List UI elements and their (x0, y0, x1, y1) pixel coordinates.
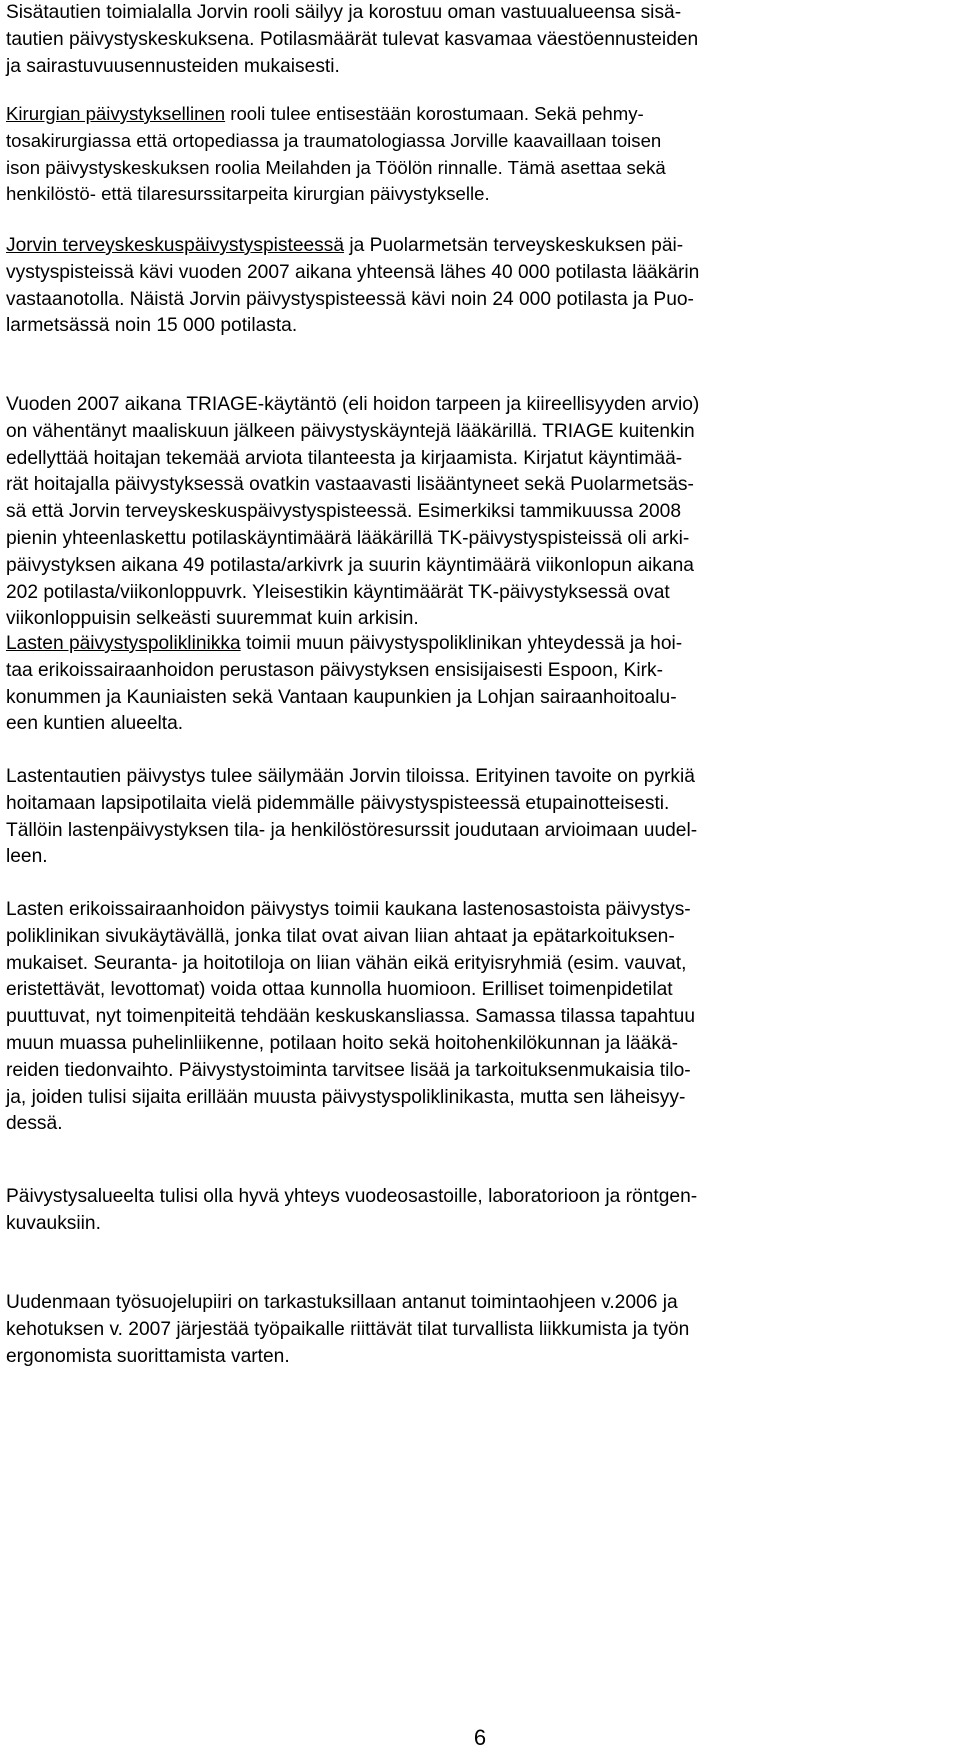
text-run: Lastentautien päivystys tulee säilymään Jorvin tiloissa. Erityinen tavoite on pyrkiä (6, 766, 695, 787)
text-line (6, 791, 697, 818)
text-run: pienin yhteenlaskettu potilaskäyntimäärä lääkärillä TK-päivystyspisteissä oli arki- (6, 527, 690, 549)
text-run: Päivystysalueelta tulisi olla hyvä yhteys vuodeosastoille, laboratorioon ja röntgen- (6, 1186, 698, 1207)
text-line (6, 1058, 695, 1085)
page-number: 6 (473, 1725, 487, 1750)
text-line (6, 472, 699, 499)
text-run: reiden tiedonvaihto. Päivystystoiminta tarvitsee lisää ja tarkoituksenmukaisia tilo- (6, 1059, 691, 1081)
paragraph (6, 233, 699, 340)
text-run: päivystyksen aikana 49 potilasta/arkivrk ja suurin käyntimäärä viikonlopun aikana (6, 554, 694, 576)
text-line (6, 711, 682, 738)
text-run: ja, joiden tulisi sijaita erillään muusta päivystyspoliklinikasta, mutta sen läheisyy- (6, 1086, 686, 1108)
text-line (6, 313, 699, 340)
text-run: taa erikoissairaanhoidon perustason päivystyksen ensisijaisesti Espoon, Kirk- (6, 659, 663, 681)
text-run: leen. (6, 846, 48, 868)
text-line (6, 1004, 695, 1031)
paragraph (6, 101, 666, 208)
text-run: ja sairastuvuusennusteiden mukaisesti. (6, 55, 340, 77)
text-line (6, 1317, 689, 1344)
text-run: rät hoitajalla päivystyksessä ovatkin vastaavasti lisääntyneet sekä Puolarmetsäs- (6, 474, 694, 496)
text-line (6, 155, 666, 182)
text-line (6, 897, 695, 924)
text-line (6, 924, 695, 951)
text-line (6, 818, 697, 845)
text-run: on vähentänyt maaliskuun jälkeen päivystyskäyntejä lääkärillä. TRIAGE kuitenkin (6, 420, 695, 442)
text-run: vastaanotolla. Näistä Jorvin päivystyspisteessä kävi noin 24 000 potilasta ja Puo- (6, 288, 694, 310)
text-run: hoitamaan lapsipotilaita vielä pidemmälle päivystyspisteessä etupainotteisesti. (6, 792, 670, 814)
text-line (6, 446, 699, 473)
text-run: konummen ja Kauniaisten sekä Vantaan kaupunkien ja Lohjan sairaanhoitoalu- (6, 686, 677, 708)
text-run: sä että Jorvin terveyskeskuspäivystyspisteessä. Esimerkiksi tammikuussa 2008 (6, 501, 682, 523)
text-run: henkilöstö- että tilaresurssitarpeita kirurgian päivystykselle. (6, 183, 490, 205)
text-run: Sisätautien toimialalla Jorvin rooli säilyy ja korostuu oman vastuualueensa sisä- (6, 2, 682, 23)
paragraph (6, 764, 697, 871)
text-line (6, 499, 699, 526)
text-run: ison päivystyskeskuksen roolia Meilahden ja Töölön rinnalle. Tämä asettaa sekä (6, 156, 666, 178)
underlined-term: Kirurgian päivystyksellinen (6, 103, 226, 124)
text-run: vystyspisteissä kävi vuoden 2007 aikana yhteensä lähes 40 000 potilasta lääkärin (6, 261, 700, 283)
text-run: mukaiset. Seuranta- ja hoitotiloja on liian vähän eikä erityisryhmiä (esim. vauvat, (6, 952, 687, 974)
underlined-term: Lasten päivystyspoliklinikka (6, 633, 241, 654)
text-run: Uudenmaan työsuojelupiiri on tarkastuksillaan antanut toimintaohjeen v.2006 ja (6, 1292, 678, 1313)
paragraph (6, 1290, 689, 1370)
text-line (6, 287, 699, 314)
paragraph (6, 631, 682, 738)
text-line (6, 233, 699, 260)
text-line (6, 1085, 695, 1112)
text-line (6, 181, 666, 208)
text-line (6, 1111, 695, 1138)
text-run: kuvauksiin. (6, 1212, 101, 1234)
text-line (6, 658, 682, 685)
text-run: viikonloppuisin selkeästi suuremmat kuin arkisin. (6, 608, 419, 630)
text-line (6, 764, 697, 791)
text-line (6, 1211, 697, 1238)
text-line (6, 101, 666, 128)
underlined-term: Jorvin terveyskeskuspäivystyspisteessä (6, 235, 345, 256)
text-line (6, 977, 695, 1004)
text-line (6, 526, 699, 553)
text-line (6, 1344, 689, 1371)
text-line (6, 54, 698, 81)
text-run: Vuoden 2007 aikana TRIAGE-käytäntö (eli hoidon tarpeen ja kiireellisyyden arvio) (6, 394, 700, 415)
text-line (6, 0, 698, 27)
text-run: rooli tulee entisestään korostumaan. Sekä pehmy- (225, 103, 644, 124)
paragraph (6, 392, 699, 633)
paragraph (6, 897, 695, 1138)
text-line (6, 606, 699, 633)
text-run: toimii muun päivystyspoliklinikan yhteydessä ja hoi- (240, 633, 683, 654)
text-line (6, 631, 682, 658)
text-run: edellyttää hoitajan tekemää arviota tilanteesta ja kirjaamista. Kirjatut käyntimää- (6, 447, 683, 469)
paragraph (6, 0, 698, 80)
text-run: kehotuksen v. 2007 järjestää työpaikalle riittävät tilat turvallista liikkumista ja työn (6, 1318, 690, 1340)
text-line (6, 1031, 695, 1058)
text-run: puuttuvat, nyt toimenpiteitä tehdään keskuskansliassa. Samassa tilassa tapahtuu (6, 1006, 696, 1028)
text-run: een kuntien alueelta. (6, 713, 184, 735)
text-run: 202 potilasta/viikonloppuvrk. Yleisestikin käyntimäärät TK-päivystyksessä ovat (6, 581, 670, 603)
text-line (6, 1184, 697, 1211)
text-run: ja Puolarmetsän terveyskeskuksen päi- (344, 235, 684, 256)
text-run: tosakirurgiassa että ortopediassa ja traumatologiassa Jorville kaavaillaan toisen (6, 129, 662, 151)
text-run: Tällöin lastenpäivystyksen tila- ja henkilöstöresurssit joudutaan arvioimaan uudel- (6, 819, 698, 841)
text-run: dessä. (6, 1113, 63, 1135)
text-run: larmetsässä noin 15 000 potilasta. (6, 315, 298, 337)
text-line (6, 128, 666, 155)
text-run: muun muassa puhelinliikenne, potilaan hoito sekä hoitohenkilökunnan ja lääkä- (6, 1032, 679, 1054)
text-run: Lasten erikoissairaanhoidon päivystys toimii kaukana lastenosastoista päivystys- (6, 899, 691, 920)
text-run: ergonomista suorittamista varten. (6, 1345, 290, 1367)
text-line (6, 951, 695, 978)
text-line (6, 1290, 689, 1317)
text-run: eristettävät, levottomat) voida ottaa kunnolla huomioon. Erilliset toimenpidetilat (6, 979, 673, 1001)
text-line (6, 392, 699, 419)
text-line (6, 553, 699, 580)
text-line (6, 419, 699, 446)
text-run: poliklinikan sivukäytävällä, jonka tilat ovat aivan liian ahtaat ja epätarkoituksen- (6, 925, 675, 947)
text-line (6, 685, 682, 712)
text-line (6, 27, 698, 54)
text-line (6, 580, 699, 607)
text-run: tautien päivystyskeskuksena. Potilasmäärät tulevat kasvamaa väestöennusteiden (6, 28, 699, 50)
paragraph (6, 1184, 697, 1238)
text-line (6, 844, 697, 871)
text-line (6, 260, 699, 287)
